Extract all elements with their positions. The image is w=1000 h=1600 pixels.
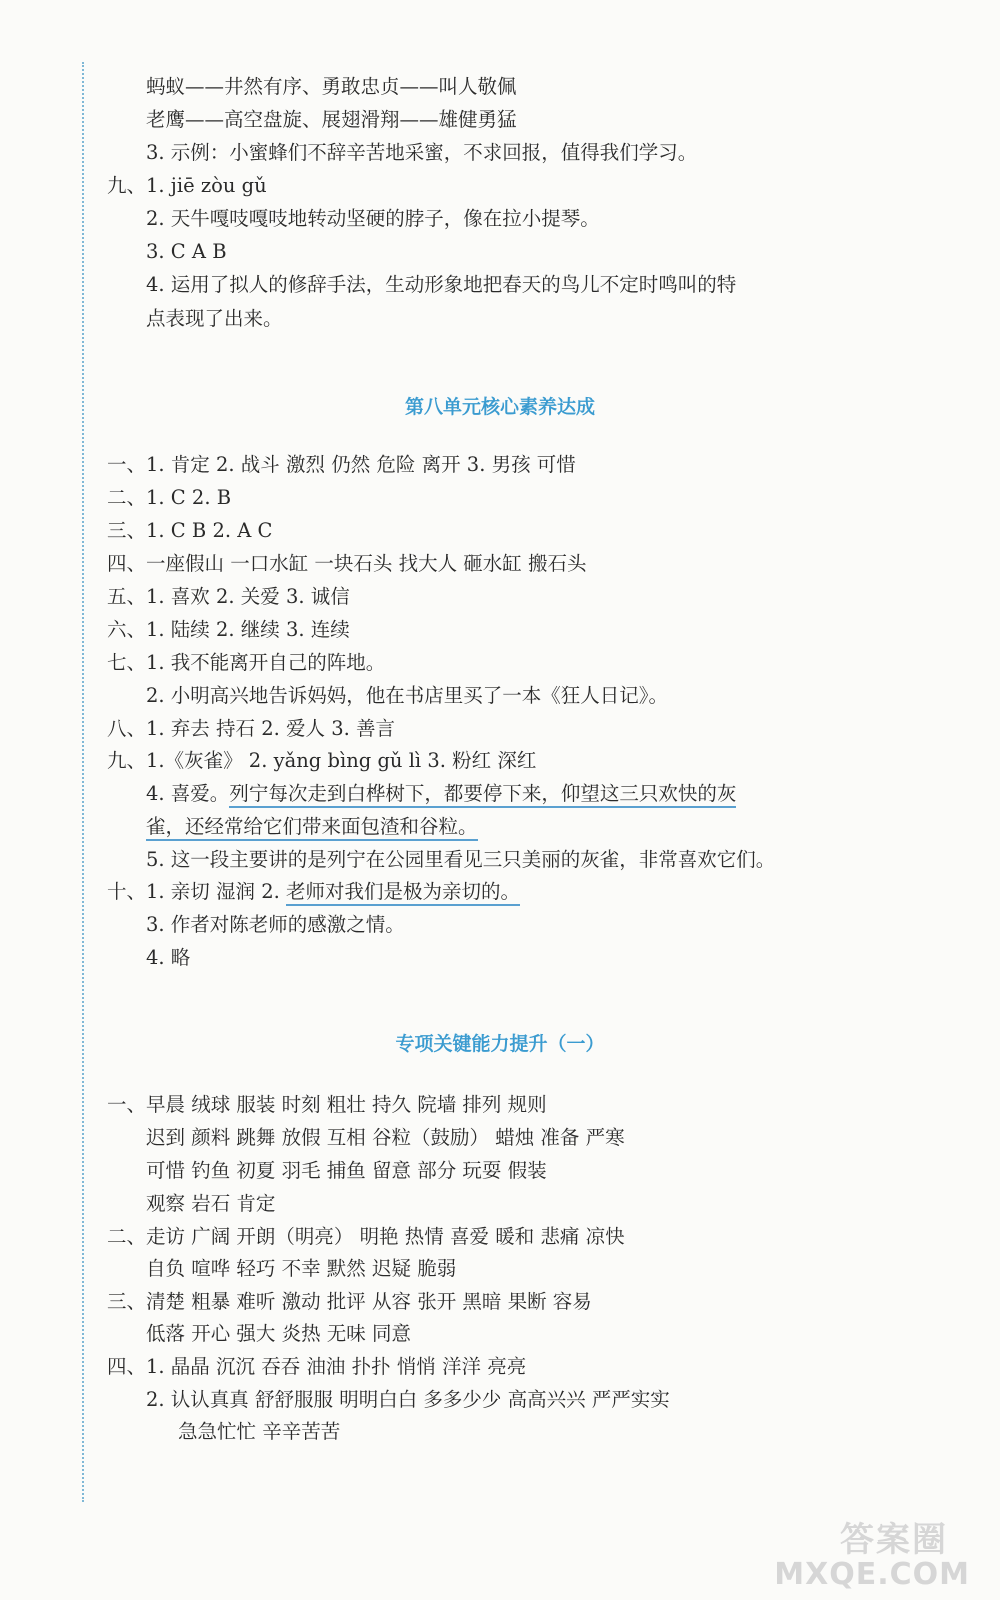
answer-line: 3. C A B <box>146 240 227 263</box>
answer-line: 九、1. jiē zòu gǔ <box>107 174 267 197</box>
answer-line: 二、走访 广阔 开朗（明亮） 明艳 热情 喜爱 暖和 悲痛 凉快 <box>107 1225 625 1248</box>
answer-line: 蚂蚁——井然有序、勇敢忠贞——叫人敬佩 <box>146 75 517 98</box>
answer-line: 3. 示例：小蜜蜂们不辞辛苦地采蜜，不求回报，值得我们学习。 <box>146 141 698 164</box>
section-title: 第八单元核心素养达成 <box>404 396 595 418</box>
answer-text: 十、1. 亲切 湿润 2. <box>107 880 280 903</box>
answer-line: 可惜 钓鱼 初夏 羽毛 捕鱼 留意 部分 玩耍 假装 <box>146 1159 547 1182</box>
answer-line: 三、1. C B 2. A C <box>107 519 273 542</box>
answer-line: 4. 略 <box>146 946 191 969</box>
answer-line: 急急忙忙 辛辛苦苦 <box>178 1420 341 1443</box>
answer-line: 六、1. 陆续 2. 继续 3. 连续 <box>107 618 350 641</box>
underlined-answer: 雀，还经常给它们带来面包渣和谷粒。 <box>146 815 478 841</box>
answer-line: 低落 开心 强大 炎热 无味 同意 <box>146 1322 411 1345</box>
answer-line: 观察 岩石 肯定 <box>146 1192 276 1215</box>
underlined-answer: 老师对我们是极为亲切的。 <box>286 880 520 906</box>
answer-line: 2. 认认真真 舒舒服服 明明白白 多多少少 高高兴兴 严严实实 <box>146 1388 670 1411</box>
answer-line: 一、早晨 绒球 服装 时刻 粗壮 持久 院墙 排列 规则 <box>107 1093 547 1116</box>
underlined-answer: 列宁每次走到白桦树下，都要停下来，仰望这三只欢快的灰 <box>229 782 736 808</box>
answer-text: 4. 喜爱。 <box>146 782 230 805</box>
answer-line: 七、1. 我不能离开自己的阵地。 <box>107 651 386 674</box>
answer-line <box>146 813 478 841</box>
answer-line: 老鹰——高空盘旋、展翅滑翔——雄健勇猛 <box>146 108 517 131</box>
watermark-text: 答案圈 <box>840 1520 948 1560</box>
answer-line <box>107 878 520 906</box>
answer-line: 五、1. 喜欢 2. 关爱 3. 诚信 <box>107 585 350 608</box>
answer-line: 2. 小明高兴地告诉妈妈，他在书店里买了一本《狂人日记》。 <box>146 684 669 707</box>
answer-line: 三、清楚 粗暴 难听 激动 批评 从容 张开 黑暗 果断 容易 <box>107 1290 592 1313</box>
section-title: 专项关键能力提升（一） <box>395 1033 605 1055</box>
answer-line: 自负 喧哗 轻巧 不幸 默然 迟疑 脆弱 <box>146 1257 457 1280</box>
answer-line: 九、1.《灰雀》 2. yǎng bìng gǔ lì 3. 粉红 深红 <box>107 749 537 772</box>
answer-line: 3. 作者对陈老师的感激之情。 <box>146 913 405 936</box>
answer-line: 四、1. 晶晶 沉沉 吞吞 油油 扑扑 悄悄 洋洋 亮亮 <box>107 1355 527 1378</box>
answer-line: 八、1. 弃去 持石 2. 爱人 3. 善言 <box>107 717 396 740</box>
margin-dotted-line <box>82 62 84 1502</box>
answer-line: 二、1. C 2. B <box>107 486 232 509</box>
answer-line: 4. 运用了拟人的修辞手法，生动形象地把春天的鸟儿不定时鸣叫的特 <box>146 273 737 296</box>
answer-line: 迟到 颜料 跳舞 放假 互相 谷粒（鼓励） 蜡烛 准备 严寒 <box>146 1126 625 1149</box>
answer-line: 点表现了出来。 <box>146 307 283 330</box>
watermark-logo <box>774 1512 970 1592</box>
answer-line: 2. 天牛嘎吱嘎吱地转动坚硬的脖子，像在拉小提琴。 <box>146 207 600 230</box>
answer-line <box>146 780 736 808</box>
answer-line: 一、1. 肯定 2. 战斗 激烈 仍然 危险 离开 3. 男孩 可惜 <box>107 453 576 476</box>
answer-line: 5. 这一段主要讲的是列宁在公园里看见三只美丽的灰雀，非常喜欢它们。 <box>146 848 776 871</box>
watermark-url: MXQE.COM <box>774 1557 970 1592</box>
answer-line: 四、一座假山 一口水缸 一块石头 找大人 砸水缸 搬石头 <box>107 552 587 575</box>
